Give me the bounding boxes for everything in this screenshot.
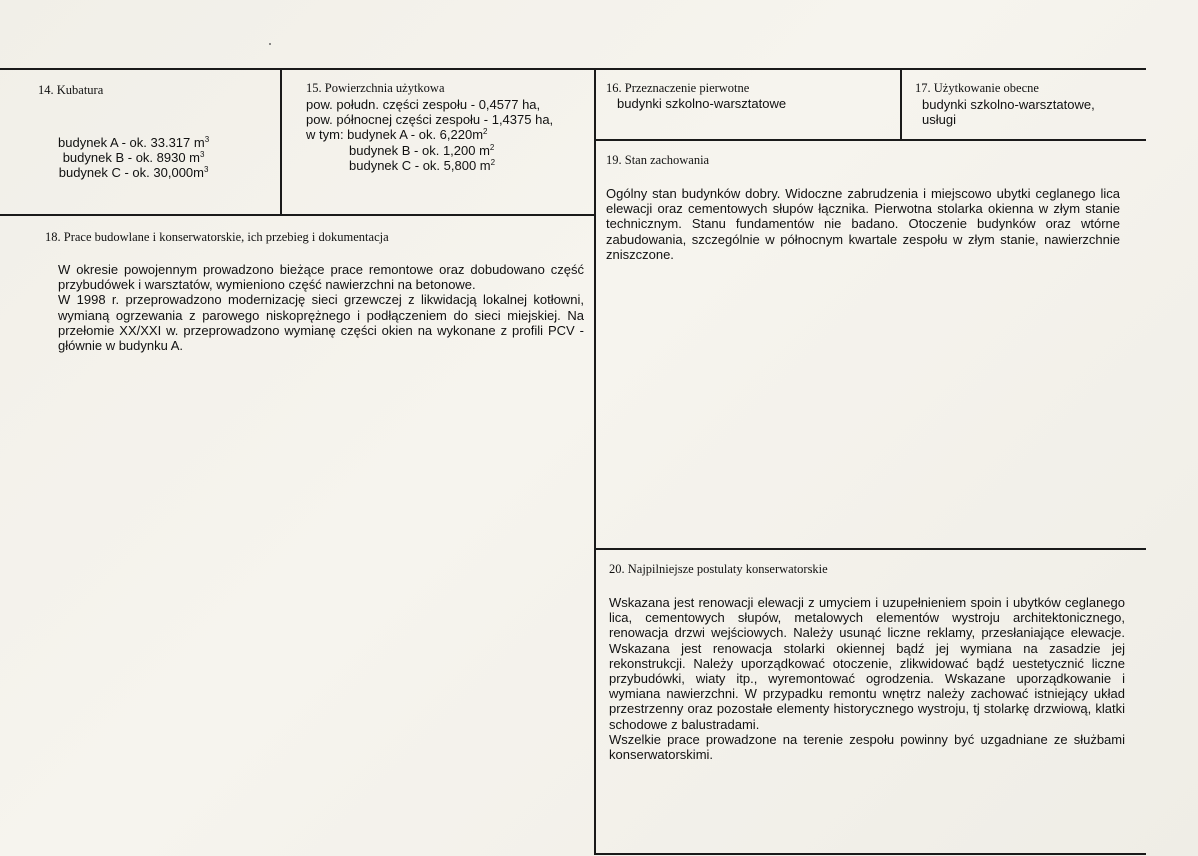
area-building-b: budynek B - ok. 1,200 $m^2$: [349, 142, 495, 158]
paper-speck: [269, 43, 271, 45]
section-20-label: 20. Najpilniejsze postulaty konserwatorskie: [609, 562, 828, 576]
divider-15-16: [594, 68, 596, 854]
kubatura-building-c: budynek C - ok. $30,000m^3$: [58, 165, 209, 181]
section-20-paragraph-1: Wskazana jest renowacji elewacji z umyciem i uzupełnieniem spoin i ubytków ceglanego lica, cementowych słupów, metalowych elementów wystroju architektonicznego, renowacja drzwi wejściowych. Należy usunąć liczne reklamy, przesłaniające elewacje. Wskazana jest renowacja stolarki okiennej bądź jej wymiana na zasadzie jej rekonstrukcji. Należy uporządkować otoczenie, zlikwidować bądź uestetycznić liczne przybudówki, wiaty itp., wyremontować ogrodzenia. Wskazane uporządkowanie i wymiana nawierzchni. W przypadku remontu wnętrz należy zachować istniejący układ przestrzenny oraz pozostałe elementy historycznego wystroju, tj stolarkę drzwiową, klatki schodowe z balustradami.: [609, 595, 1125, 732]
current-use-line-1: budynki szkolno-warsztatowe,: [922, 97, 1095, 112]
section-16-value: budynki szkolno-warsztatowe: [617, 96, 787, 111]
section-17-label: 17. Użytkowanie obecne: [915, 81, 1039, 95]
section-18-label: 18. Prace budowlane i konserwatorskie, ich przebieg i dokumentacja: [45, 230, 389, 244]
area-building-a: w tym: budynek A - ok. $6,220m^2$: [306, 127, 488, 143]
section-15-label: 15. Powierzchnia użytkowa: [306, 81, 445, 95]
divider-row-18: [0, 214, 596, 216]
section-20-paragraph-2: Wszelkie prace prowadzone na terenie zespołu powinny być uzgadniane ze służbami konserwatorskimi.: [609, 731, 1125, 763]
section-18-paragraph-1: W okresie powojennym prowadzono bieżące prace remontowe oraz dobudowano część przybudówek i warsztatów, wymieniono część nawierzchni na betonowe.: [58, 262, 584, 293]
area-south: pow. połudn. części zespołu - 0,4577 ha,: [306, 97, 541, 112]
divider-15-19-top: [594, 139, 1146, 141]
kubatura-building-a: budynek A - ok. 33.317 $m^3$: [58, 135, 210, 150]
section-15-values: [306, 97, 553, 173]
divider-14-15: [280, 68, 282, 214]
bottom-border: [594, 853, 1146, 855]
section-20-text: [609, 595, 1125, 762]
section-19-text: Ogólny stan budynków dobry. Widoczne zabrudzenia i miejscowo ubytki ceglanego lica elewacji oraz cementowych słupów łącznika. Pierwotna stolarka okienna w złym stanie technicznym. Stanu fundamentów nie badano. Otoczenie budynków oraz wtórne zabudowania, szczególnie w północnym kwartale zespołu w złym stanie, nawierzchnie zniszczone.: [606, 186, 1120, 262]
section-18-paragraph-2: W 1998 r. przeprowadzono modernizację sieci grzewczej z likwidacją lokalnej kotłowni, wymianą ogrzewania z parowego niskoprężnego i podłączeniem do sieci miejskiej. Na przełomie XX/XXI w. przeprowadzono wymianę części okien na wykonane z profili PCV - głównie w budynku A.: [58, 292, 584, 354]
divider-16-17: [900, 68, 902, 140]
section-19-label: 19. Stan zachowania: [606, 153, 710, 167]
section-17-values: [922, 97, 1095, 127]
divider-19-20: [594, 548, 1146, 550]
section-14-label: 14. Kubatura: [38, 83, 104, 97]
section-18-text: [58, 262, 584, 353]
area-building-c: budynek C - ok. 5,800 $m^2$: [349, 157, 496, 173]
kubatura-building-b: budynek B - ok. 8930 $m^3$: [62, 150, 205, 166]
current-use-line-2: usługi: [922, 112, 956, 128]
top-border: [0, 68, 1146, 70]
area-north: pow. północnej części zespołu - 1,4375 ha,: [306, 112, 554, 128]
section-16-label: 16. Przeznaczenie pierwotne: [606, 81, 750, 95]
section-14-values: [58, 135, 209, 181]
